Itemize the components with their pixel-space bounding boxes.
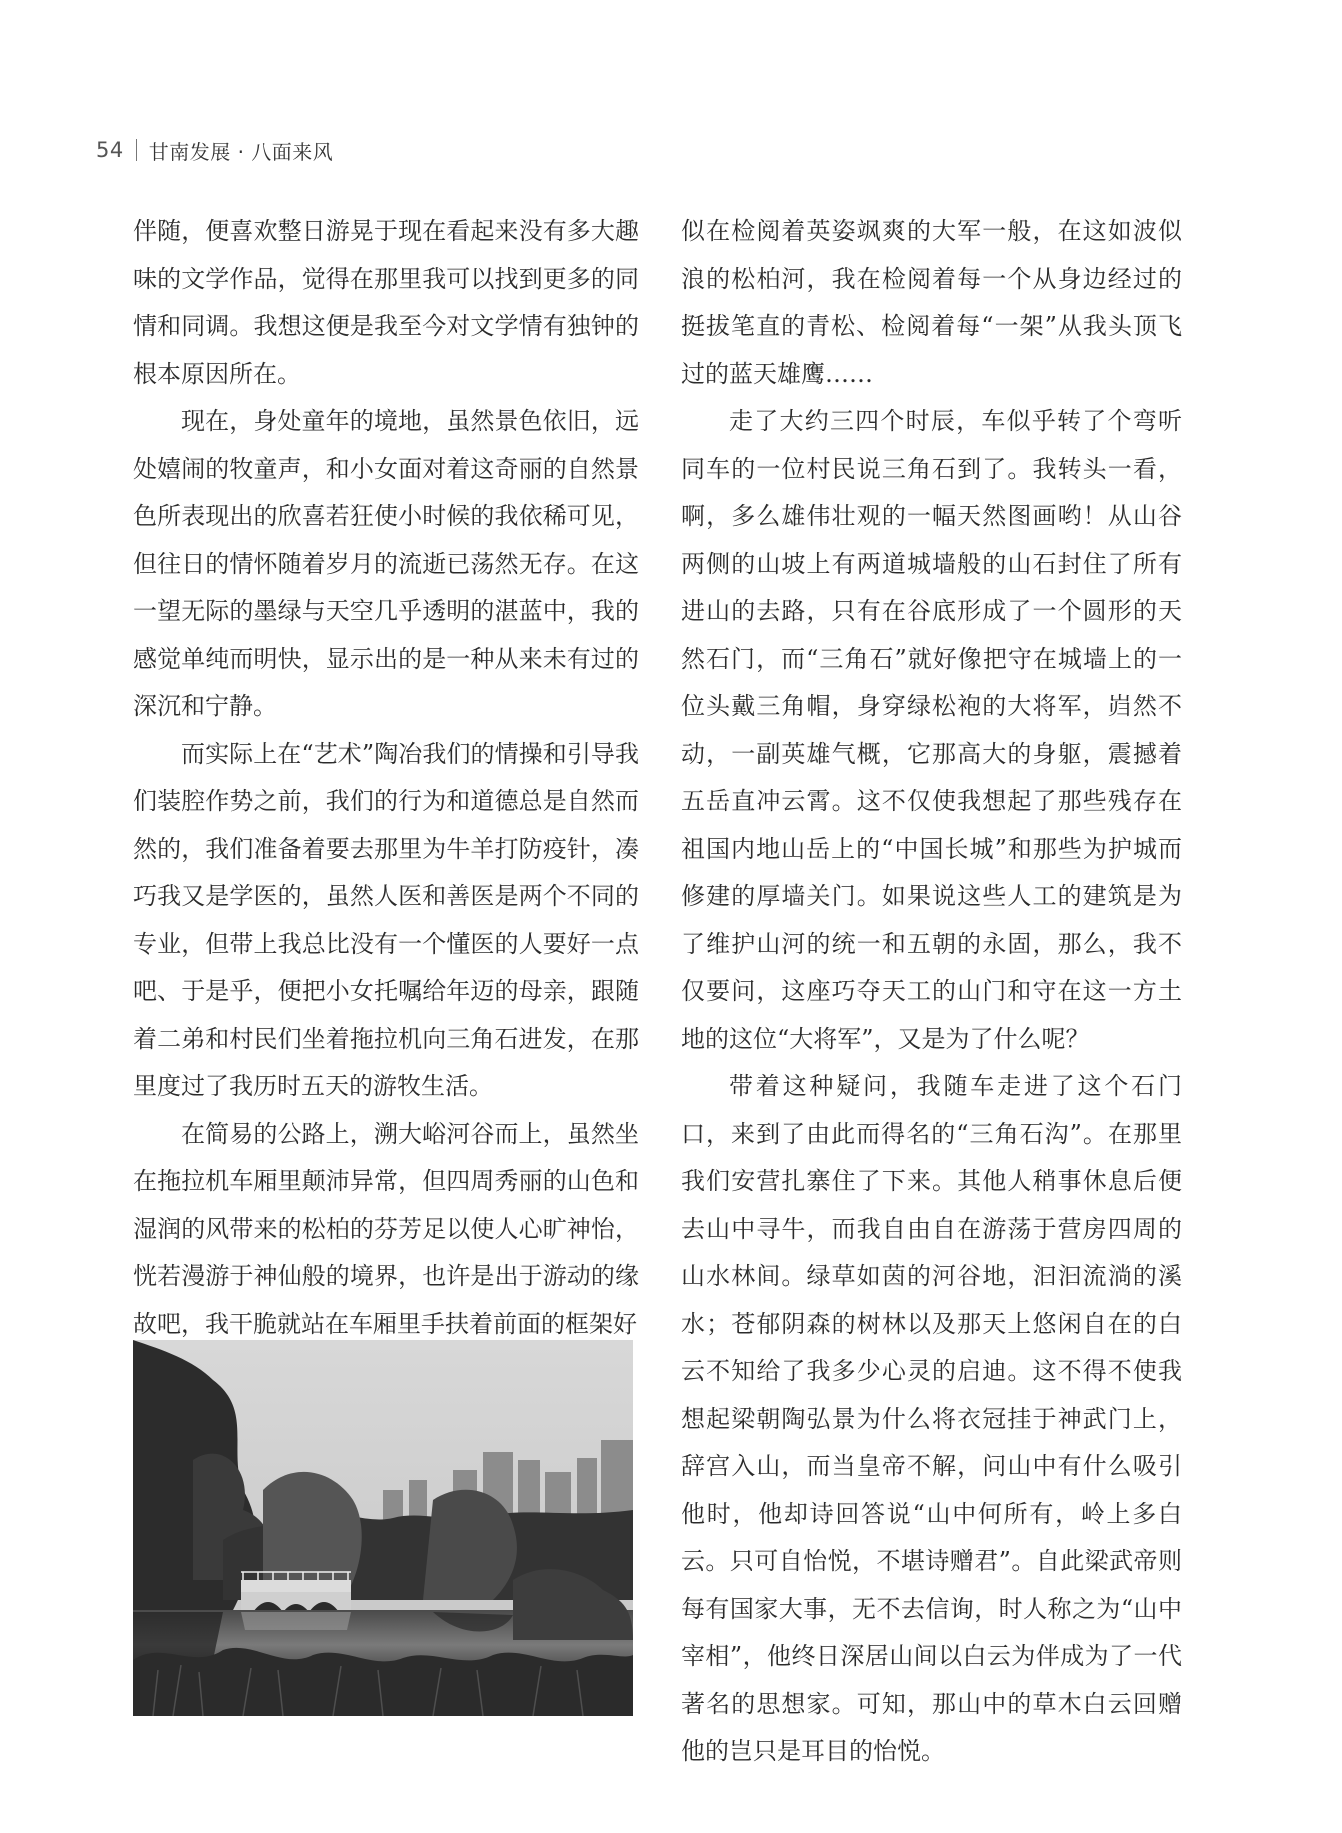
header-divider — [136, 139, 137, 161]
paragraph: 走了大约三四个时辰，车似乎转了个弯听同车的一位村民说三角石到了。我转头一看，啊，多么雄伟壮观的一幅天然图画哟！从山谷两侧的山坡上有两道城墙般的山石封住了所有进山的去路，只有在谷底形成了一个圆形的天然石门，而“三角石”就好像把守在城墙上的一位头戴三角帽，身穿绿松袍的大将军，岿然不动，一副英雄气概，它那高大的身躯，震撼着五岳直冲云霄。这不仅使我想起了那些残存在祖国内地山岳上的“中国长城”和那些为护城而修建的厚墙关门。如果说这些人工的建筑是为了维护山河的统一和五朝的永固，那么，我不仅要问，这座巧夺天工的山门和守在这一方土地的这位“大将军”，又是为了什么呢？ — [681, 407, 1182, 1053]
paragraph: 伴随，便喜欢整日游晃于现在看起来没有多大趣味的文学作品，觉得在那里我可以找到更多的同情和同调。我想这便是我至今对文学情有独钟的根本原因所在。 — [133, 217, 639, 388]
left-column — [133, 208, 639, 1348]
section-title: 甘南发展 · 八面来风 — [148, 139, 334, 164]
paragraph: 而实际上在“艺术”陶冶我们的情操和引导我们装腔作势之前，我们的行为和道德总是自然而然的，我们准备着要去那里为牛羊打防疫针，凑巧我又是学医的，虽然人医和善医是两个不同的专业，但带上我总比没有一个懂医的人要好一点吧、于是乎，便把小女托嘱给年迈的母亲，跟随着二弟和村民们坐着拖拉机向三角石进发，在那里度过了我历时五天的游牧生活。 — [133, 739, 639, 1100]
photo-illustration — [133, 1340, 633, 1716]
lake-bridge-photo — [133, 1340, 633, 1716]
paragraph: 带着这种疑问，我随车走进了这个石门口，来到了由此而得名的“三角石沟”。在那里我们安营扎寨住了下来。其他人稍事休息后便去山中寻牛，而我自由自在游荡于营房四周的山水林间。绿草如茵的河谷地，汩汩流淌的溪水；苍郁阴森的树林以及那天上悠闲自在的白云不知给了我多少心灵的启迪。这不得不使我想起梁朝陶弘景为什么将衣冠挂于神武门上，辞宫入山，而当皇帝不解，问山中有什么吸引他时，他却诗回答说“山中何所有，岭上多白云。只可自怡悦，不堪诗赠君”。自此梁武帝则每有国家大事，无不去信询，时人称之为“山中宰相”，他终日深居山间以白云为伴成为了一代著名的思想家。可知，那山中的草木白云回赠他的岂只是耳目的怡悦。 — [681, 1072, 1182, 1765]
right-column — [681, 208, 1182, 1776]
page-header — [96, 134, 333, 166]
paragraph: 在简易的公路上，溯大峪河谷而上，虽然坐在拖拉机车厢里颠沛异常，但四周秀丽的山色和湿润的风带来的松柏的芬芳足以使人心旷神怡，恍若漫游于神仙般的境界，也许是出于游动的缘故吧，我干脆就站在车厢里手扶着前面的框架好 — [133, 1119, 639, 1338]
page-number: 54 — [96, 138, 124, 162]
paragraph: 现在，身处童年的境地，虽然景色依旧，远处嬉闹的牧童声，和小女面对着这奇丽的自然景色所表现出的欣喜若狂使小时候的我依稀可见，但往日的情怀随着岁月的流逝已荡然无存。在这一望无际的墨绿与天空几乎透明的湛蓝中，我的感觉单纯而明快，显示出的是一种从来未有过的深沉和宁静。 — [133, 407, 639, 720]
paragraph: 似在检阅着英姿飒爽的大军一般，在这如波似浪的松柏河，我在检阅着每一个从身边经过的挺拔笔直的青松、检阅着每“一架”从我头顶飞过的蓝天雄鹰…… — [681, 217, 1182, 388]
